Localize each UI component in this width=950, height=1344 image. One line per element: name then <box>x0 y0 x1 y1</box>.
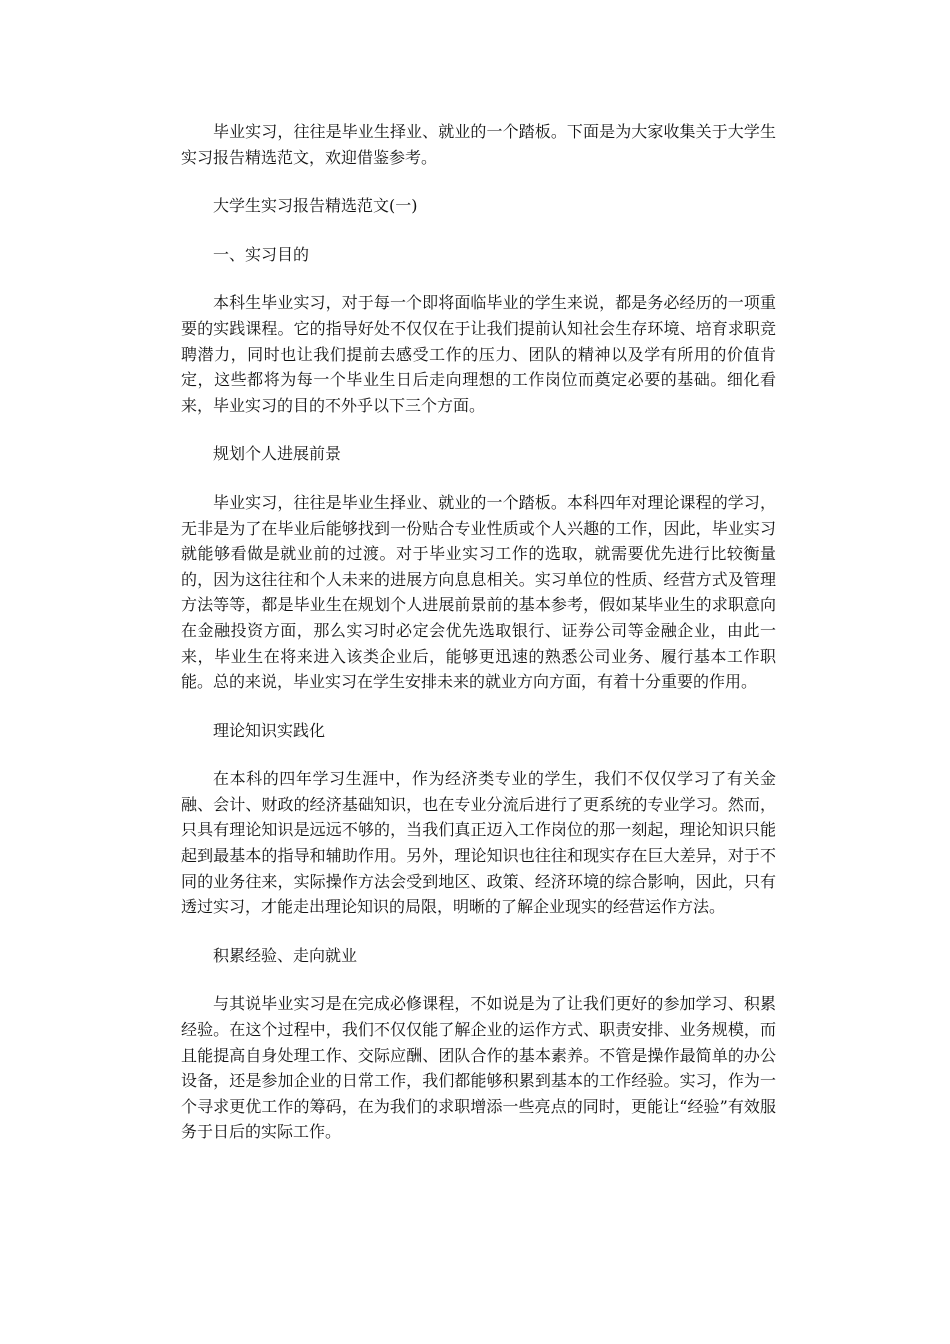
section-paragraph-purpose: 本科生毕业实习，对于每一个即将面临毕业的学生来说，都是务必经历的一项重要的实践课程。它的指导好处不仅仅在于让我们提前认知社会生存环境、培育求职竞聘潜力，同时也让我们提前去感受工作的压力、团队的精神以及学有所用的价值肯定，这些都将为每一个毕业生日后走向理想的工作岗位而奠定必要的基础。细化看来，毕业实习的目的不外乎以下三个方面。 <box>181 293 776 415</box>
document-body <box>181 119 776 1168</box>
subheading-experience: 积累经验、走向就业 <box>213 945 358 965</box>
intro-paragraph: 毕业实习，往往是毕业生择业、就业的一个踏板。下面是为大家收集关于大学生实习报告精选范文，欢迎借鉴参考。 <box>181 122 776 167</box>
paragraph-career-planning: 毕业实习，往往是毕业生择业、就业的一个踏板。本科四年对理论课程的学习，无非是为了在毕业后能够找到一份贴合专业性质或个人兴趣的工作，因此，毕业实习就能够看做是就业前的过渡。对于毕业实习工作的选取，就需要优先进行比较衡量的，因为这往往和个人未来的进展方向息息相关。实习单位的性质、经营方式及管理方法等等，都是毕业生在规划个人进展前景前的基本参考，假如某毕业生的求职意向在金融投资方面，那么实习时必定会优先选取银行、证券公司等金融企业，由此一来，毕业生在将来进入该类企业后，能够更迅速的熟悉公司业务、履行基本工作职能。总的来说，毕业实习在学生安排未来的就业方向方面，有着十分重要的作用。 <box>181 492 776 692</box>
paragraph-experience: 与其说毕业实习是在完成必修课程，不如说是为了让我们更好的参加学习、积累经验。在这个过程中，我们不仅仅能了解企业的运作方式、职责安排、业务规模，而且能提高自身处理工作、交际应酬、团队合作的基本素养。不管是操作最简单的办公设备，还是参加企业的日常工作，我们都能够积累到基本的工作经验。实习，作为一个寻求更优工作的筹码，在为我们的求职增添一些亮点的同时，更能让“经验”有效服务于日后的实际工作。 <box>181 994 776 1142</box>
document-title: 大学生实习报告精选范文(一) <box>213 196 418 216</box>
paragraph-theory-practice: 在本科的四年学习生涯中，作为经济类专业的学生，我们不仅仅学习了有关金融、会计、财政的经济基础知识，也在专业分流后进行了更系统的专业学习。然而，只具有理论知识是远远不够的，当我们真正迈入工作岗位的那一刻起，理论知识只能起到最基本的指导和辅助作用。另外，理论知识也往往和现实存在巨大差异，对于不同的业务往来，实际操作方法会受到地区、政策、经济环境的综合影响，因此，只有透过实习，才能走出理论知识的局限，明晰的了解企业现实的经营运作方法。 <box>181 769 776 917</box>
subheading-career-planning: 规划个人进展前景 <box>213 444 342 464</box>
section-heading-purpose: 一、实习目的 <box>213 244 310 264</box>
subheading-theory-practice: 理论知识实践化 <box>213 720 326 740</box>
